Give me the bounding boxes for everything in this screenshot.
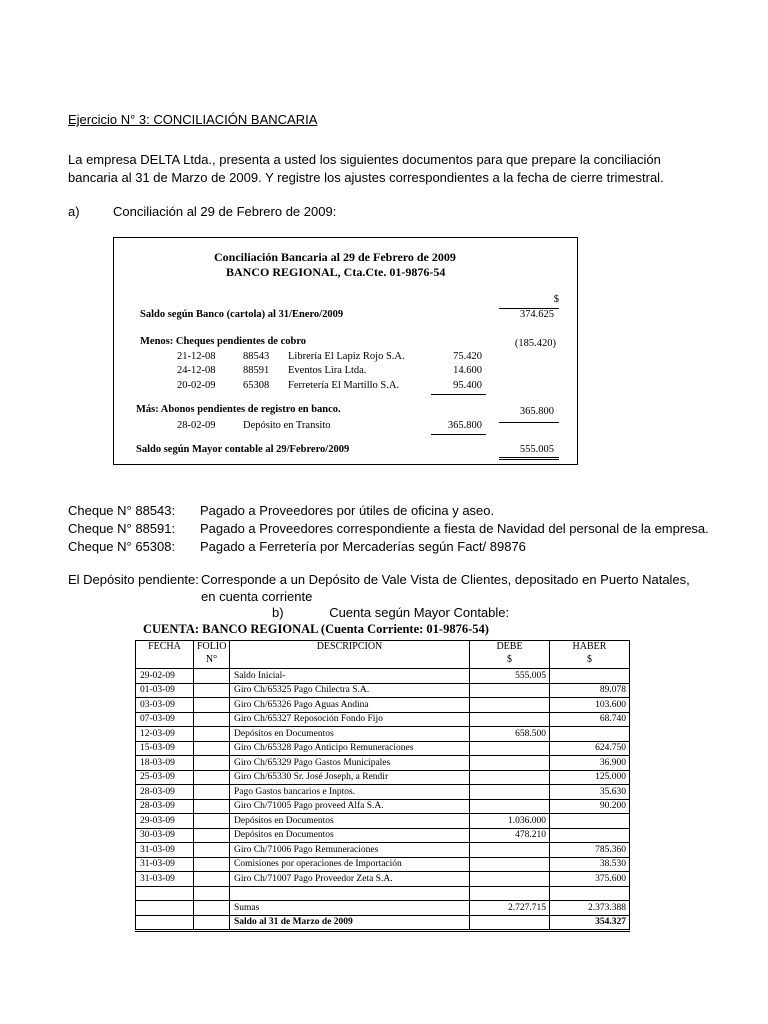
- ledger-table: [135, 640, 630, 932]
- cheque-amount: 95.400: [453, 380, 482, 391]
- col-haber-line2: $: [587, 653, 592, 665]
- row-debe: [470, 683, 550, 698]
- row-descripcion: Giro Ch/65329 Pago Gastos Municipales: [230, 756, 470, 771]
- deposit-note-label: El Depósito pendiente:: [68, 572, 199, 587]
- cheque-note-label: Cheque N° 65308:: [68, 539, 176, 554]
- row-folio: [194, 741, 230, 756]
- row-haber: 375.600: [550, 872, 630, 887]
- row-haber: 36.900: [550, 756, 630, 771]
- cheque-amount: 75.420: [453, 351, 482, 362]
- row-folio: [194, 857, 230, 872]
- row-descripcion: Giro Ch/65328 Pago Anticipo Remuneraciones: [230, 741, 470, 756]
- row-descripcion: Giro Ch/71005 Pago proveed Alfa S.A.: [230, 799, 470, 814]
- cheque-note-text: Pagado a Ferretería por Mercaderías según Fact/ 89876: [200, 539, 526, 554]
- row-descripcion: Giro Ch/65326 Pago Aguas Andina: [230, 698, 470, 713]
- cheque-number: 88543: [243, 351, 270, 362]
- row-fecha: 12-03-09: [136, 727, 194, 742]
- row-descripcion: Giro Ch/65330 Sr. José Joseph, a Rendir: [230, 770, 470, 785]
- row-fecha: 29-03-09: [136, 814, 194, 829]
- reconciliation-box: [113, 237, 578, 465]
- row-fecha: 25-03-09: [136, 770, 194, 785]
- menos-value: (185.420): [514, 338, 556, 349]
- mas-underline: [499, 422, 559, 423]
- row-fecha: 29-02-09: [136, 669, 194, 684]
- row-descripcion: Giro Ch/65325 Pago Chilectra S.A.: [230, 683, 470, 698]
- cheque-date: 24-12-08: [177, 365, 216, 376]
- deposit-amount: 365.800: [447, 420, 482, 431]
- row-descripcion: Giro Ch/71007 Pago Proveedor Zeta S.A.: [230, 872, 470, 887]
- row-folio: [194, 814, 230, 829]
- row-folio: [194, 872, 230, 887]
- row-debe: [470, 799, 550, 814]
- row-debe: [470, 756, 550, 771]
- section-b-letter: b): [272, 605, 284, 620]
- deposit-date: 28-02-09: [177, 420, 216, 431]
- row-haber: 68.740: [550, 712, 630, 727]
- cheque-note-text: Pagado a Proveedores por útiles de oficina y aseo.: [200, 503, 495, 518]
- ledger-sumas-row: [136, 901, 630, 916]
- saldo-banco-value: 374.625: [519, 309, 554, 320]
- section-a-letter: a): [68, 204, 80, 219]
- table-row: [136, 669, 630, 684]
- row-debe: 658.500: [470, 727, 550, 742]
- row-descripcion: Giro Ch/65327 Reposoción Fondo Fijo: [230, 712, 470, 727]
- col-debe-line1: DEBE: [496, 641, 523, 652]
- row-folio: [194, 785, 230, 800]
- table-row: [136, 828, 630, 843]
- row-fecha: 07-03-09: [136, 712, 194, 727]
- table-row: [136, 872, 630, 887]
- row-fecha: 18-03-09: [136, 756, 194, 771]
- saldo-mayor-label: Saldo según Mayor contable al 29/Febrero/2009: [136, 444, 350, 455]
- row-folio: [194, 712, 230, 727]
- col-folio-line1: FOLIO: [197, 641, 227, 652]
- row-haber: 624.750: [550, 741, 630, 756]
- table-row: [136, 843, 630, 858]
- col-debe: [470, 641, 550, 669]
- row-folio: [194, 683, 230, 698]
- row-folio: [194, 799, 230, 814]
- reconciliation-bank: BANCO REGIONAL, Cta.Cte. 01-9876-54: [226, 265, 446, 279]
- row-fecha: 15-03-09: [136, 741, 194, 756]
- row-folio: [194, 770, 230, 785]
- row-descripcion: Depósitos en Documentos: [230, 727, 470, 742]
- row-haber: 38.530: [550, 857, 630, 872]
- col-haber-line1: HABER: [572, 641, 607, 652]
- table-row: [136, 785, 630, 800]
- row-fecha: 01-03-09: [136, 683, 194, 698]
- section-a-heading: [68, 204, 337, 219]
- row-fecha: 28-03-09: [136, 799, 194, 814]
- table-row: [136, 741, 630, 756]
- cheque-number: 65308: [243, 380, 270, 391]
- row-haber: 35.630: [550, 785, 630, 800]
- row-folio: [194, 828, 230, 843]
- row-folio: [194, 698, 230, 713]
- section-b-heading: [272, 605, 509, 620]
- row-haber: 89.078: [550, 683, 630, 698]
- col-folio: [194, 641, 230, 669]
- row-descripcion: Depósitos en Documentos: [230, 828, 470, 843]
- row-fecha: 31-03-09: [136, 843, 194, 858]
- row-haber: 103.600: [550, 698, 630, 713]
- ledger-title: CUENTA: BANCO REGIONAL (Cuenta Corriente: 01-9876-54): [143, 622, 489, 636]
- row-debe: 555.005: [470, 669, 550, 684]
- row-debe: [470, 857, 550, 872]
- section-b-label: Cuenta según Mayor Contable:: [329, 605, 510, 620]
- currency-symbol: $: [553, 294, 559, 305]
- cheque-desc: Eventos Lira Ltda.: [288, 365, 367, 376]
- sumas-debe: 2.727.715: [470, 901, 550, 916]
- cheque-date: 20-02-09: [177, 380, 216, 391]
- cheque-note-label: Cheque N° 88591:: [68, 521, 176, 536]
- cheque-date: 21-12-08: [177, 351, 216, 362]
- col-haber: [550, 641, 630, 669]
- row-haber: [550, 727, 630, 742]
- row-folio: [194, 756, 230, 771]
- row-descripcion: Giro Ch/71006 Pago Remuneraciones: [230, 843, 470, 858]
- cheque-amount: 14.600: [453, 365, 482, 376]
- row-folio: [194, 727, 230, 742]
- row-fecha: 28-03-09: [136, 785, 194, 800]
- cheque-note-label: Cheque N° 88543:: [68, 503, 176, 518]
- row-fecha: 03-03-09: [136, 698, 194, 713]
- row-debe: [470, 770, 550, 785]
- row-fecha: 31-03-09: [136, 857, 194, 872]
- row-haber: 785.360: [550, 843, 630, 858]
- row-debe: [470, 872, 550, 887]
- mas-value: 365.800: [519, 406, 554, 417]
- col-descripcion: DESCRIPCION: [230, 641, 470, 669]
- cheque-number: 88591: [243, 365, 270, 376]
- table-row: [136, 683, 630, 698]
- col-fecha: FECHA: [136, 641, 194, 669]
- row-fecha: 31-03-09: [136, 872, 194, 887]
- row-folio: [194, 843, 230, 858]
- table-row: [136, 814, 630, 829]
- intro-paragraph: La empresa DELTA Ltda., presenta a usted los siguientes documentos para que prepare la conciliación bancaria al 31 de Marzo de 2009. Y registre los ajustes correspondientes a la fecha de cierre trimestral.: [68, 152, 664, 185]
- row-descripcion: Saldo Inicial-: [230, 669, 470, 684]
- col-debe-line2: $: [507, 653, 512, 665]
- row-descripcion: Depósitos en Documentos: [230, 814, 470, 829]
- saldo-mayor-double-underline: [499, 457, 559, 460]
- saldo-banco-label: Saldo según Banco (cartola) al 31/Enero/2009: [140, 309, 344, 320]
- page-title: Ejercicio N° 3: CONCILIACIÓN BANCARIA: [68, 112, 318, 127]
- row-debe: 478.210: [470, 828, 550, 843]
- cheque-desc: Ferretería El Martillo S.A.: [288, 380, 400, 391]
- row-debe: [470, 741, 550, 756]
- deposit-desc: Depósito en Transito: [243, 420, 331, 431]
- table-row: [136, 698, 630, 713]
- mas-label: Más: Abonos pendientes de registro en banco.: [136, 404, 341, 415]
- cheque-note-text: Pagado a Proveedores correspondiente a fiesta de Navidad del personal de la empresa.: [200, 521, 709, 536]
- sumas-label: Sumas: [230, 901, 470, 916]
- row-haber: 90.200: [550, 799, 630, 814]
- table-row: [136, 712, 630, 727]
- row-folio: [194, 669, 230, 684]
- ledger-header-row: [136, 641, 630, 669]
- table-row: [136, 799, 630, 814]
- table-row: [136, 727, 630, 742]
- saldo-final-value: 354.327: [550, 915, 630, 931]
- row-fecha: 30-03-09: [136, 828, 194, 843]
- table-row: [136, 756, 630, 771]
- row-debe: [470, 698, 550, 713]
- row-debe: [470, 785, 550, 800]
- cheques-underline: [431, 394, 486, 395]
- ledger-blank-row: [136, 886, 630, 901]
- row-debe: [470, 712, 550, 727]
- cheque-desc: Librería El Lapiz Rojo S.A.: [288, 351, 405, 362]
- ledger-saldo-row: [136, 915, 630, 931]
- sumas-haber: 2.373.388: [550, 901, 630, 916]
- row-haber: [550, 828, 630, 843]
- menos-label: Menos: Cheques pendientes de cobro: [140, 336, 307, 347]
- row-debe: [470, 843, 550, 858]
- saldo-final-label: Saldo al 31 de Marzo de 2009: [230, 915, 470, 931]
- section-a-label: Conciliación al 29 de Febrero de 2009:: [113, 204, 337, 219]
- table-row: [136, 770, 630, 785]
- row-haber: 125.000: [550, 770, 630, 785]
- row-descripcion: Comisiones por operaciones de Importación: [230, 857, 470, 872]
- table-row: [136, 857, 630, 872]
- row-descripcion: Pago Gastos bancarios e Inptos.: [230, 785, 470, 800]
- ledger-body: [136, 669, 630, 887]
- row-haber: [550, 669, 630, 684]
- deposit-underline: [431, 434, 486, 435]
- deposit-note-text: Corresponde a un Depósito de Vale Vista de Clientes, depositado en Puerto Natales, en cuenta corriente: [201, 572, 690, 604]
- saldo-mayor-value: 555.005: [519, 444, 554, 455]
- row-debe: 1.036.000: [470, 814, 550, 829]
- reconciliation-title: Conciliación Bancaria al 29 de Febrero de 2009: [214, 250, 456, 264]
- col-folio-line2: N°: [205, 653, 218, 665]
- row-haber: [550, 814, 630, 829]
